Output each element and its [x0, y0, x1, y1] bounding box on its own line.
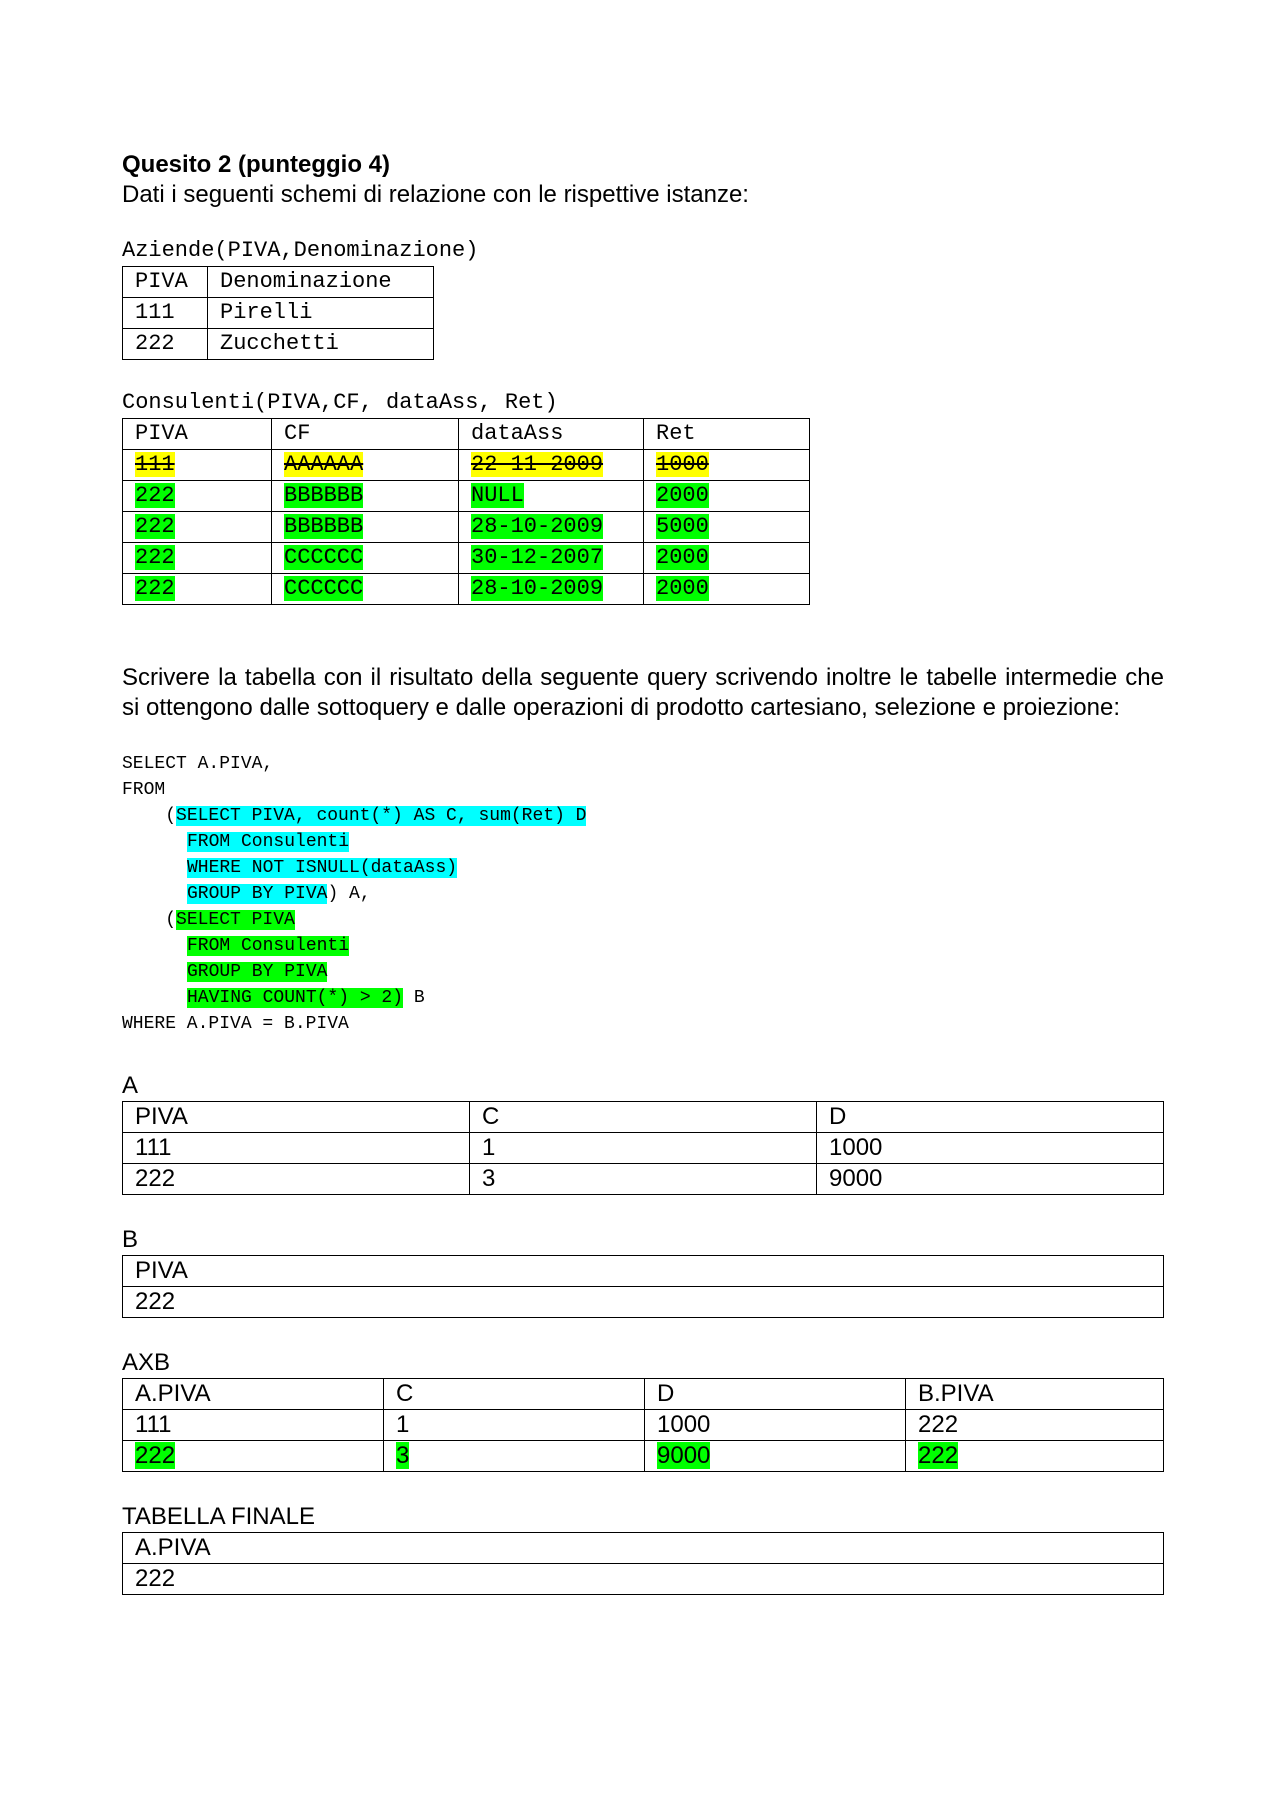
table-cell — [459, 481, 644, 512]
table-cell — [644, 543, 810, 574]
table-cell — [123, 512, 272, 543]
table-cell: 9000 — [817, 1164, 1164, 1195]
highlighted-value: 2000 — [656, 545, 709, 570]
highlighted-value: 3 — [396, 1442, 410, 1469]
table-header-row — [123, 1256, 1164, 1287]
table-axb — [122, 1378, 1164, 1472]
table-header-cell: B.PIVA — [906, 1379, 1164, 1410]
table-cell: 1 — [470, 1133, 817, 1164]
code-line — [122, 985, 1164, 1011]
consulenti-table — [122, 418, 810, 605]
table-cell — [272, 481, 459, 512]
table-a-label: A — [122, 1072, 139, 1099]
table-row — [123, 512, 810, 543]
highlighted-value: 28-10-2009 — [471, 514, 604, 539]
table-row — [123, 1410, 1164, 1441]
table-cell: 1000 — [645, 1410, 906, 1441]
table-row — [123, 1441, 1164, 1472]
aziende-table — [122, 266, 434, 360]
table-cell: 222 — [123, 1164, 470, 1195]
table-header-cell: C — [470, 1102, 817, 1133]
table-cell: 222 — [123, 329, 208, 360]
highlighted-value: 222 — [135, 514, 175, 539]
table-row — [123, 481, 810, 512]
intro-text: Dati i seguenti schemi di relazione con le rispettive istanze: — [122, 181, 749, 208]
table-cell — [644, 450, 810, 481]
code-line — [122, 777, 1164, 803]
table-header-cell: PIVA — [123, 419, 272, 450]
code-text: SELECT A.PIVA, — [122, 754, 274, 774]
table-header-cell: PIVA — [123, 1256, 1164, 1287]
highlighted-value: 2000 — [656, 576, 709, 601]
table-cell — [123, 574, 272, 605]
table-cell: 111 — [123, 298, 208, 329]
code-line — [122, 907, 1164, 933]
table-cell — [123, 1441, 384, 1472]
code-text: ( — [122, 806, 177, 826]
code-line — [122, 829, 1164, 855]
highlighted-value: CCCCCC — [284, 576, 364, 601]
table-cell — [123, 481, 272, 512]
highlighted-value: 2000 — [656, 483, 709, 508]
highlighted-value: CCCCCC — [284, 545, 364, 570]
table-header-row — [123, 1379, 1164, 1410]
final-table-label: TABELLA FINALE — [122, 1503, 315, 1530]
table-cell: Pirelli — [208, 298, 434, 329]
code-line — [122, 881, 1164, 907]
table-cell: 111 — [123, 1410, 384, 1441]
highlighted-value: BBBBBB — [284, 483, 364, 508]
code-text: FROM — [122, 780, 166, 800]
subquery-b-text: HAVING COUNT(*) > 2) — [187, 988, 404, 1008]
subquery-a-text: FROM Consulenti — [187, 832, 350, 852]
code-line — [122, 803, 1164, 829]
highlighted-value: 222 — [135, 483, 175, 508]
table-axb-label: AXB — [122, 1349, 171, 1376]
table-cell — [272, 512, 459, 543]
table-cell — [459, 450, 644, 481]
highlighted-value: 5000 — [656, 514, 709, 539]
table-row — [123, 574, 810, 605]
table-header-cell: dataAss — [459, 419, 644, 450]
table-cell — [384, 1441, 645, 1472]
table-cell: 1 — [384, 1410, 645, 1441]
table-cell — [459, 543, 644, 574]
table-row — [123, 1287, 1164, 1318]
table-cell — [272, 543, 459, 574]
table-row — [123, 450, 810, 481]
table-header-row — [123, 1102, 1164, 1133]
table-cell: 222 — [123, 1564, 1164, 1595]
table-header-row — [123, 1533, 1164, 1564]
table-header-cell: A.PIVA — [123, 1379, 384, 1410]
table-cell — [459, 574, 644, 605]
code-line — [122, 933, 1164, 959]
table-cell — [272, 574, 459, 605]
table-a — [122, 1101, 1164, 1195]
table-cell — [123, 543, 272, 574]
table-header-cell: D — [817, 1102, 1164, 1133]
table-header-cell: Ret — [644, 419, 810, 450]
aziende-schema: Aziende(PIVA,Denominazione) — [122, 238, 479, 263]
table-cell — [123, 450, 272, 481]
struck-value: 22-11-2009 — [471, 452, 604, 477]
table-header-cell: A.PIVA — [123, 1533, 1164, 1564]
table-header-cell: C — [384, 1379, 645, 1410]
table-b — [122, 1255, 1164, 1318]
table-header-row — [123, 419, 810, 450]
consulenti-schema: Consulenti(PIVA,CF, dataAss, Ret) — [122, 390, 558, 415]
table-row — [123, 1564, 1164, 1595]
table-cell — [644, 481, 810, 512]
code-line — [122, 1011, 1164, 1037]
code-text: ) A, — [327, 884, 371, 904]
highlighted-value: 9000 — [657, 1442, 711, 1469]
highlighted-value: 222 — [135, 576, 175, 601]
highlighted-value: 30-12-2007 — [471, 545, 604, 570]
table-cell — [272, 450, 459, 481]
subquery-b-text: SELECT PIVA — [176, 910, 295, 930]
subquery-b-text: FROM Consulenti — [187, 936, 350, 956]
highlighted-value: 222 — [135, 545, 175, 570]
table-row — [123, 543, 810, 574]
table-cell — [644, 574, 810, 605]
subquery-a-text: SELECT PIVA, count(*) AS C, sum(Ret) D — [176, 806, 587, 826]
table-header-cell: D — [645, 1379, 906, 1410]
struck-value: AAAAAA — [284, 452, 364, 477]
table-cell: 111 — [123, 1133, 470, 1164]
highlighted-value: BBBBBB — [284, 514, 364, 539]
table-header-row — [123, 267, 434, 298]
instructions-text: Scrivere la tabella con il risultato della seguente query scrivendo inoltre le tabelle intermedie che si ottengono dalle sottoquery e dalle operazioni di prodotto cartesiano, selezione e proiezione: — [122, 664, 1164, 721]
table-row — [123, 1164, 1164, 1195]
highlighted-value: NULL — [471, 483, 524, 508]
table-cell: 222 — [123, 1287, 1164, 1318]
code-text: ( — [122, 910, 177, 930]
table-b-label: B — [122, 1226, 139, 1253]
table-cell — [645, 1441, 906, 1472]
table-row — [123, 329, 434, 360]
code-text: WHERE A.PIVA = B.PIVA — [122, 1014, 349, 1034]
subquery-b-text: GROUP BY PIVA — [187, 962, 328, 982]
table-row — [123, 298, 434, 329]
highlighted-value: 28-10-2009 — [471, 576, 604, 601]
table-cell — [459, 512, 644, 543]
struck-value: 1000 — [656, 452, 709, 477]
subquery-a-text: WHERE NOT ISNULL(dataAss) — [187, 858, 458, 878]
table-header-cell: CF — [272, 419, 459, 450]
question-heading: Quesito 2 (punteggio 4) — [122, 151, 390, 178]
highlighted-value: 222 — [918, 1442, 959, 1469]
document-page — [122, 150, 1164, 1595]
table-cell: Zucchetti — [208, 329, 434, 360]
code-line — [122, 855, 1164, 881]
table-header-cell: Denominazione — [208, 267, 434, 298]
table-cell: 222 — [906, 1410, 1164, 1441]
subquery-a-text: GROUP BY PIVA — [187, 884, 328, 904]
table-cell: 1000 — [817, 1133, 1164, 1164]
code-line — [122, 751, 1164, 777]
highlighted-value: 222 — [135, 1442, 176, 1469]
table-row — [123, 1133, 1164, 1164]
table-header-cell: PIVA — [123, 267, 208, 298]
final-table — [122, 1532, 1164, 1595]
table-cell: 3 — [470, 1164, 817, 1195]
table-cell — [906, 1441, 1164, 1472]
table-header-cell: PIVA — [123, 1102, 470, 1133]
struck-value: 111 — [135, 452, 175, 477]
sql-query — [122, 751, 1164, 1037]
table-cell — [644, 512, 810, 543]
code-text: B — [403, 988, 425, 1008]
code-line — [122, 959, 1164, 985]
